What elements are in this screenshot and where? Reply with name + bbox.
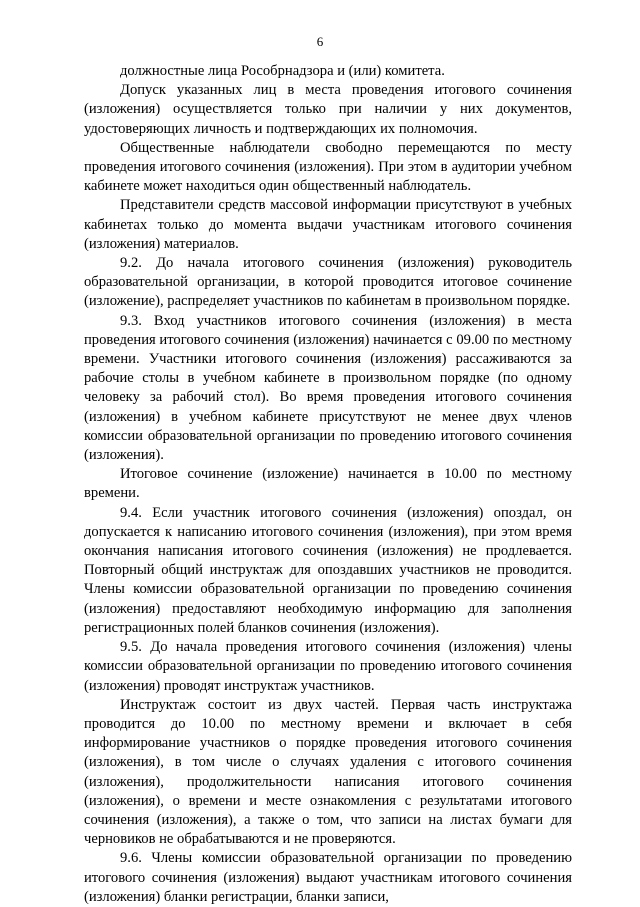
paragraph-9-3: 9.3. Вход участников итогового сочинения (изложения) в места проведения итогового сочинения (изложения) начинается с 09.00 по местному времени. Участники итогового сочинения (изложения) рассаживаются за рабочие столы в учебном кабинете в произвольном порядке (по одному человеку за рабочий стол). Во время проведения итогового сочинения (изложения) в учебном кабинете присутствуют не менее двух членов комиссии образовательной организации по проведению итогового сочинения (изложения). <box>84 312 572 464</box>
paragraph-9-5: 9.5. До начала проведения итогового сочинения (изложения) члены комиссии образовательной организации по проведению итогового сочинения (изложения) проводят инструктаж участников. <box>84 639 572 694</box>
paragraph-media: Представители средств массовой информации присутствуют в учебных кабинетах только до момента выдачи участникам итогового сочинения (изложения) материалов. <box>84 197 572 252</box>
paragraph-admission: Допуск указанных лиц в места проведения итогового сочинения (изложения) осуществляется только при наличии у них документов, удостоверяющих личность и подтверждающих их полномочия. <box>84 82 572 137</box>
paragraph-9-2: 9.2. До начала итогового сочинения (изложения) руководитель образовательной организации, в которой проводится итоговое сочинение (изложение), распределяет участников по кабинетам в произвольном порядке. <box>84 255 572 310</box>
paragraph-9-4: 9.4. Если участник итогового сочинения (изложения) опоздал, он допускается к написанию итогового сочинения (изложения), при этом время окончания написания итогового сочинения (изложения) не продлевается. Повторный общий инструктаж для опоздавших участников не проводится. Члены комиссии образовательной организации по проведению сочинения (изложения) предоставляют необходимую информацию для заполнения регистрационных полей бланков сочинения (изложения). <box>84 504 572 636</box>
paragraph-start-time: Итоговое сочинение (изложение) начинается в 10.00 по местному времени. <box>84 466 572 502</box>
paragraph-continuation: должностные лица Рособрнадзора и (или) комитета. <box>120 63 445 79</box>
page-number: 6 <box>316 34 324 49</box>
document-body <box>84 62 572 907</box>
paragraph-observers: Общественные наблюдатели свободно перемещаются по месту проведения итогового сочинения (изложения). При этом в аудитории учебном кабинете может находиться один общественный наблюдатель. <box>84 139 572 195</box>
paragraph-9-6: 9.6. Члены комиссии образовательной организации по проведению итогового сочинения (изложения) выдают участникам итогового сочинения (изложения) бланки регистрации, бланки записи, <box>84 850 572 905</box>
paragraph-briefing: Инструктаж состоит из двух частей. Первая часть инструктажа проводится до 10.00 по местному времени и включает в себя информирование участников о порядке проведения итогового сочинения (изложения), в том числе о случаях удаления с итогового сочинения (изложения), продолжительности написания итогового сочинения (изложения), о времени и месте ознакомления с результатами итогового сочинения (изложения), а также о том, что записи на листах бумаги для черновиков не обрабатываются и не проверяются. <box>84 696 572 848</box>
